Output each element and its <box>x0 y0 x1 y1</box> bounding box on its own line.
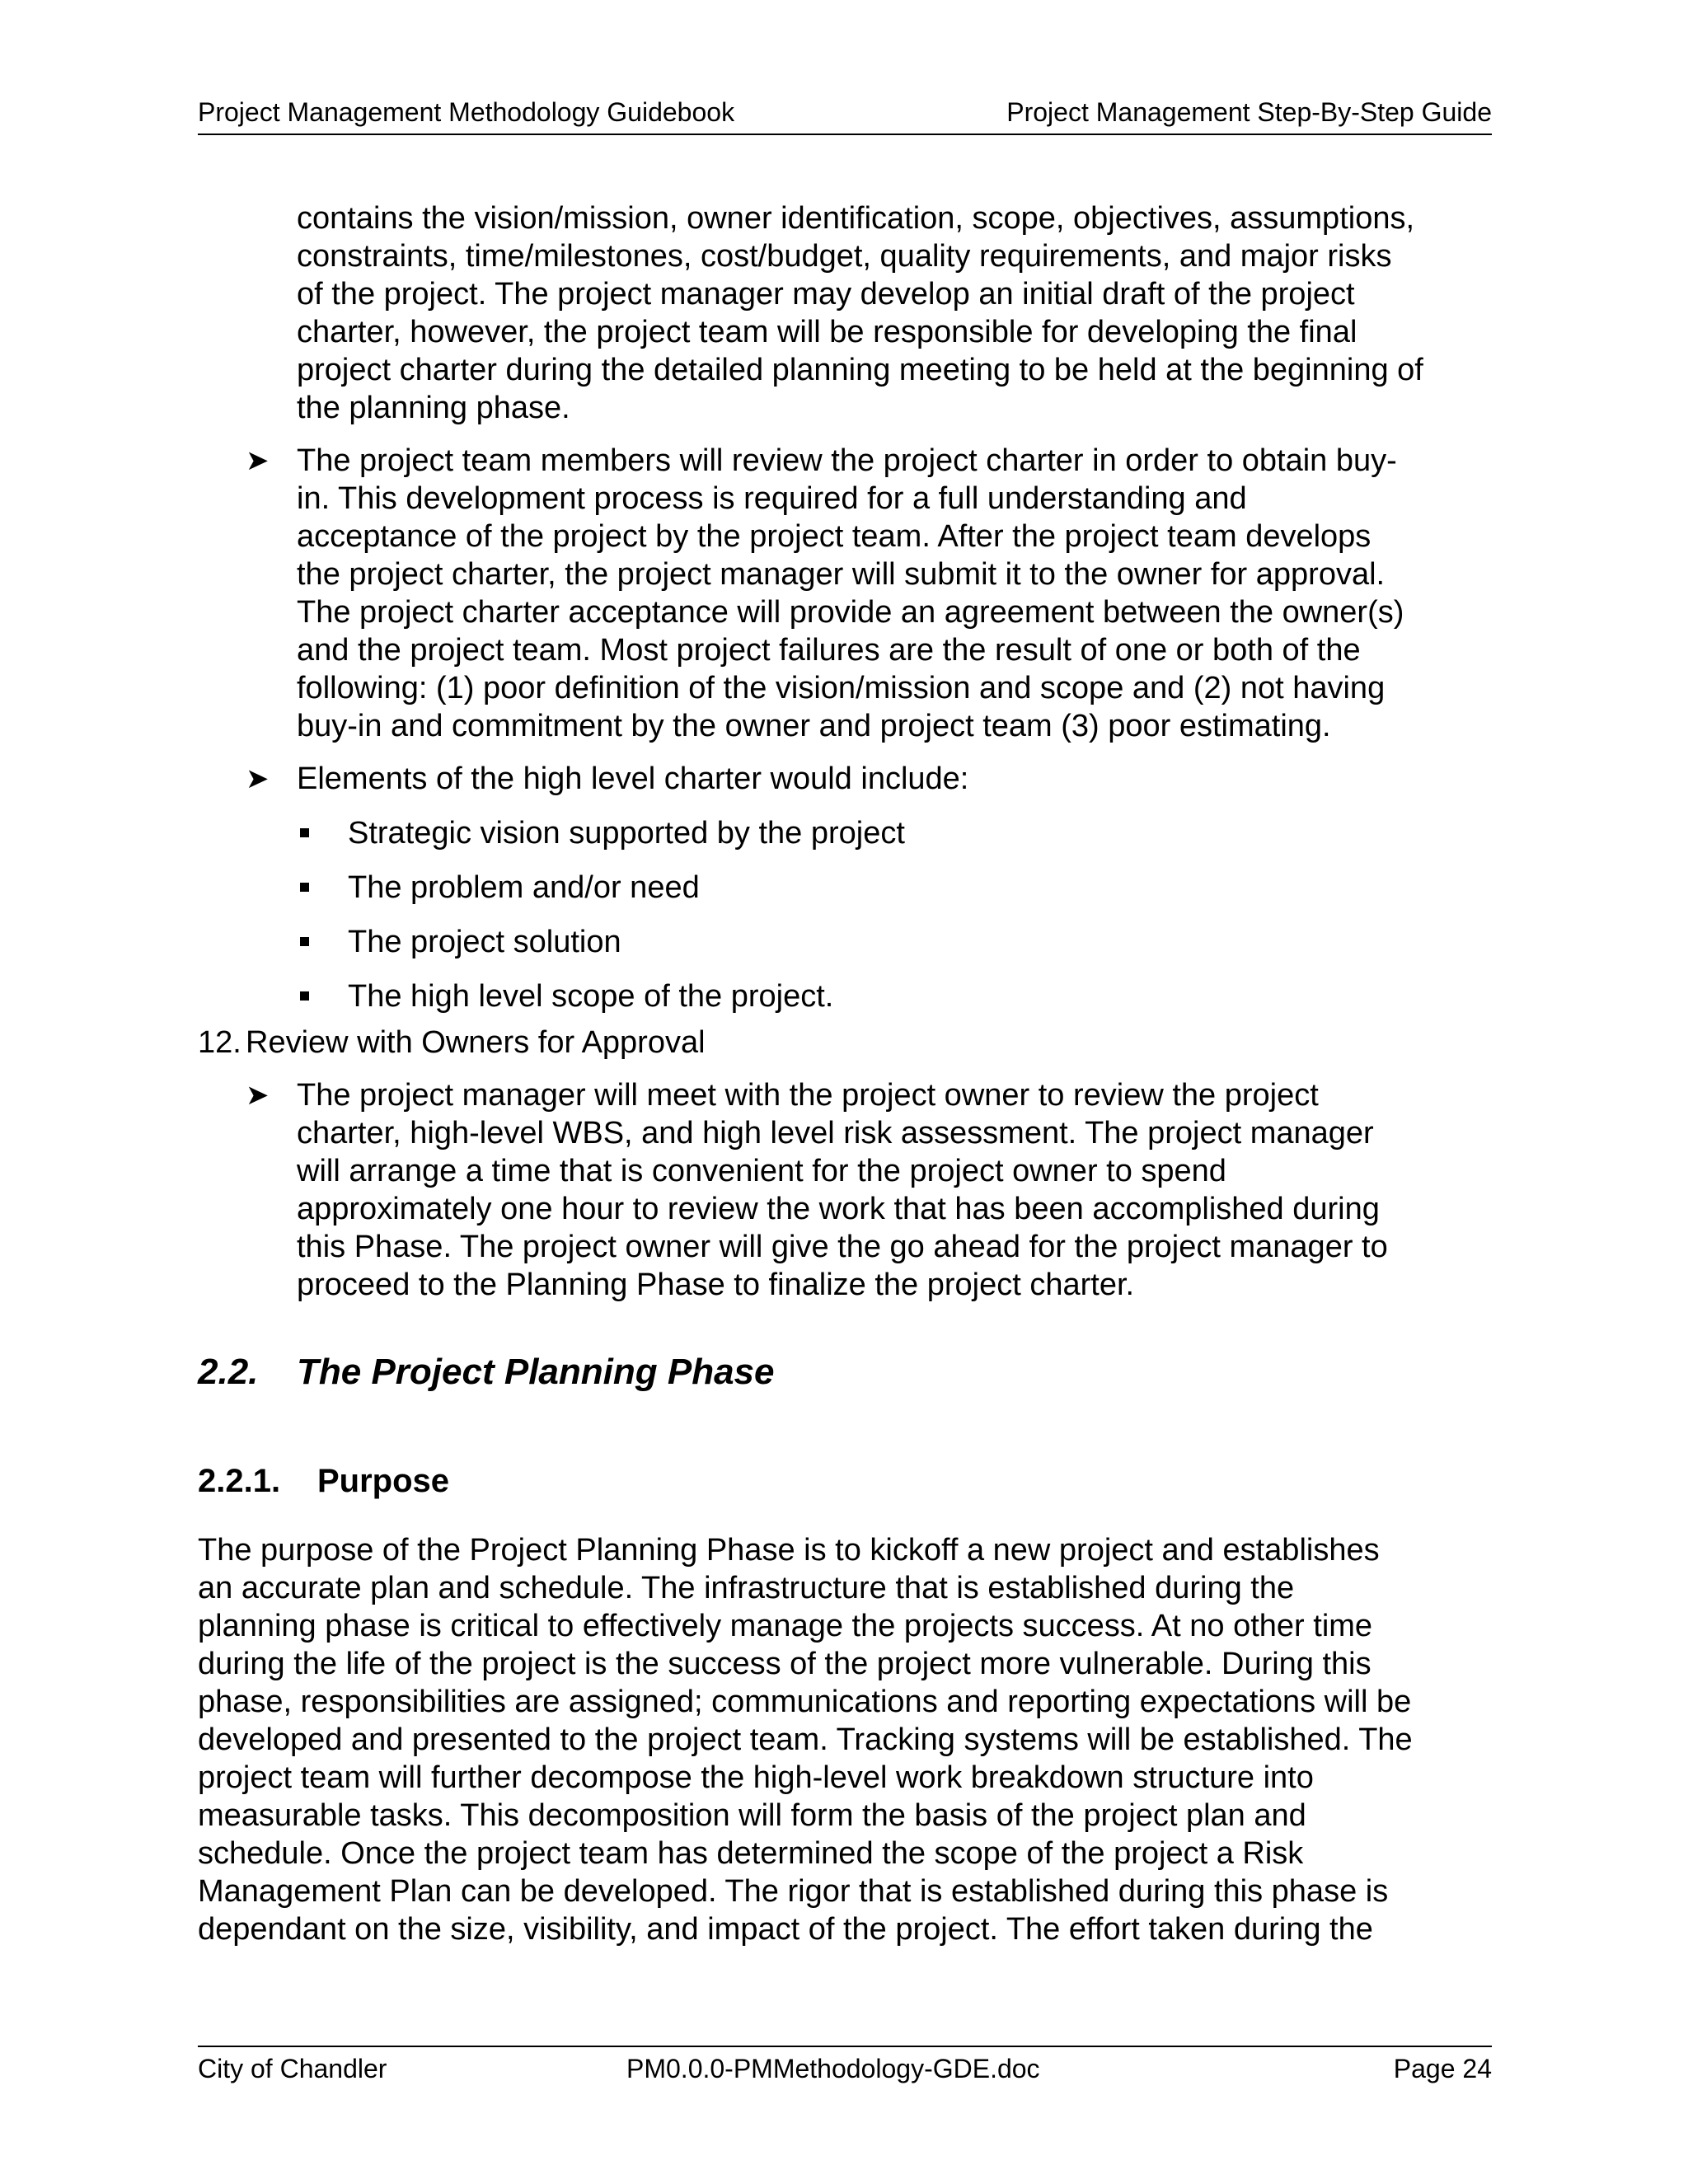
text-line: in. This development process is required for a full understanding and <box>297 481 1247 516</box>
header-right-title: Project Management Step-By-Step Guide <box>1006 97 1492 127</box>
text-line: the project charter, the project manager will submit it to the owner for approval. <box>297 557 1386 592</box>
text-line: the planning phase. <box>297 391 570 425</box>
subsection-heading <box>198 1460 1492 1502</box>
text-line: Management Plan can be developed. The rigor that is established during this phase is <box>198 1874 1389 1909</box>
text-line: The project charter acceptance will provide an agreement between the owner(s) <box>297 595 1404 630</box>
bullet-charter-elements <box>246 760 1492 798</box>
section-heading <box>198 1350 1492 1394</box>
text-line: The purpose of the Project Planning Phase is to kickoff a new project and establishes <box>198 1533 1380 1568</box>
sub-bullet-text: The project solution <box>348 925 621 959</box>
text-line: proceed to the Planning Phase to finalize the project charter. <box>297 1268 1135 1302</box>
text-line: charter, however, the project team will be responsible for developing the final <box>297 315 1357 349</box>
bullet-owner-meeting <box>246 1076 1492 1304</box>
sub-bullet-item <box>348 869 1492 907</box>
text-line: an accurate plan and schedule. The infrastructure that is established during the <box>198 1571 1295 1605</box>
text-line: The project manager will meet with the project owner to review the project <box>297 1078 1319 1113</box>
sub-bullet-item <box>348 814 1492 852</box>
purpose-paragraph <box>198 1531 1492 1948</box>
section-number: 2.2. <box>198 1352 259 1392</box>
square-bullet-icon <box>300 883 309 892</box>
section-title: The Project Planning Phase <box>297 1352 775 1392</box>
text-line: contains the vision/mission, owner identification, scope, objectives, assumptions, <box>297 201 1415 236</box>
text-line: during the life of the project is the success of the project more vulnerable. During this <box>198 1647 1372 1681</box>
text-line: phase, responsibilities are assigned; communications and reporting expectations will be <box>198 1685 1412 1719</box>
text-line: will arrange a time that is convenient for the project owner to spend <box>297 1154 1226 1188</box>
text-line: The project team members will review the project charter in order to obtain buy- <box>297 443 1397 478</box>
text-line: developed and presented to the project team. Tracking systems will be established. The <box>198 1722 1413 1757</box>
text-line: constraints, time/milestones, cost/budget, quality requirements, and major risks <box>297 239 1392 274</box>
arrow-bullet-icon: ➤ <box>246 445 270 476</box>
text-line: approximately one hour to review the work that has been accomplished during <box>297 1192 1380 1226</box>
text-line: planning phase is critical to effectively manage the projects success. At no other time <box>198 1609 1373 1643</box>
arrow-bullet-icon: ➤ <box>246 763 270 794</box>
text-line: dependant on the size, visibility, and impact of the project. The effort taken during the <box>198 1912 1373 1947</box>
header-left-title: Project Management Methodology Guidebook <box>198 97 735 127</box>
page-header <box>198 97 1492 135</box>
text-line: acceptance of the project by the project team. After the project team develops <box>297 519 1372 554</box>
text-line: and the project team. Most project failures are the result of one or both of the <box>297 633 1361 668</box>
bullet-charter-review <box>246 442 1492 745</box>
sub-bullet-text: The problem and/or need <box>348 870 700 905</box>
footer-page-number: Page 24 <box>1393 2054 1492 2083</box>
text-line: buy-in and commitment by the owner and project team (3) poor estimating. <box>297 709 1331 743</box>
step-number: 12. <box>198 1025 241 1060</box>
sub-bullet-item <box>348 977 1492 1015</box>
square-bullet-icon <box>300 828 309 837</box>
text-line: following: (1) poor definition of the vision/mission and scope and (2) not having <box>297 671 1386 705</box>
step-title: Review with Owners for Approval <box>246 1025 706 1060</box>
page-footer <box>198 2046 1492 2083</box>
text-line: this Phase. The project owner will give the go ahead for the project manager to <box>297 1230 1388 1264</box>
text-line: of the project. The project manager may develop an initial draft of the project <box>297 277 1355 312</box>
page-content <box>198 199 1492 1948</box>
footer-filename: PM0.0.0-PMMethodology-GDE.doc <box>626 2054 1040 2083</box>
sub-bullet-text: The high level scope of the project. <box>348 979 834 1014</box>
sub-bullet-text: Strategic vision supported by the project <box>348 816 905 851</box>
subsection-title: Purpose <box>317 1463 450 1499</box>
footer-organization: City of Chandler <box>198 2054 387 2083</box>
intro-paragraph <box>297 199 1492 427</box>
square-bullet-icon <box>300 937 309 946</box>
text-line: schedule. Once the project team has determined the scope of the project a Risk <box>198 1836 1304 1871</box>
subsection-number: 2.2.1. <box>198 1463 281 1499</box>
square-bullet-icon <box>300 991 309 1001</box>
numbered-step-12 <box>198 1024 1492 1062</box>
arrow-bullet-icon: ➤ <box>246 1080 270 1111</box>
sub-bullet-item <box>348 923 1492 961</box>
text-line: project team will further decompose the high-level work breakdown structure into <box>198 1760 1314 1795</box>
text-line: Elements of the high level charter would include: <box>297 762 969 796</box>
text-line: charter, high-level WBS, and high level risk assessment. The project manager <box>297 1116 1374 1151</box>
text-line: measurable tasks. This decomposition will form the basis of the project plan and <box>198 1798 1306 1833</box>
text-line: project charter during the detailed planning meeting to be held at the beginning of <box>297 353 1423 387</box>
